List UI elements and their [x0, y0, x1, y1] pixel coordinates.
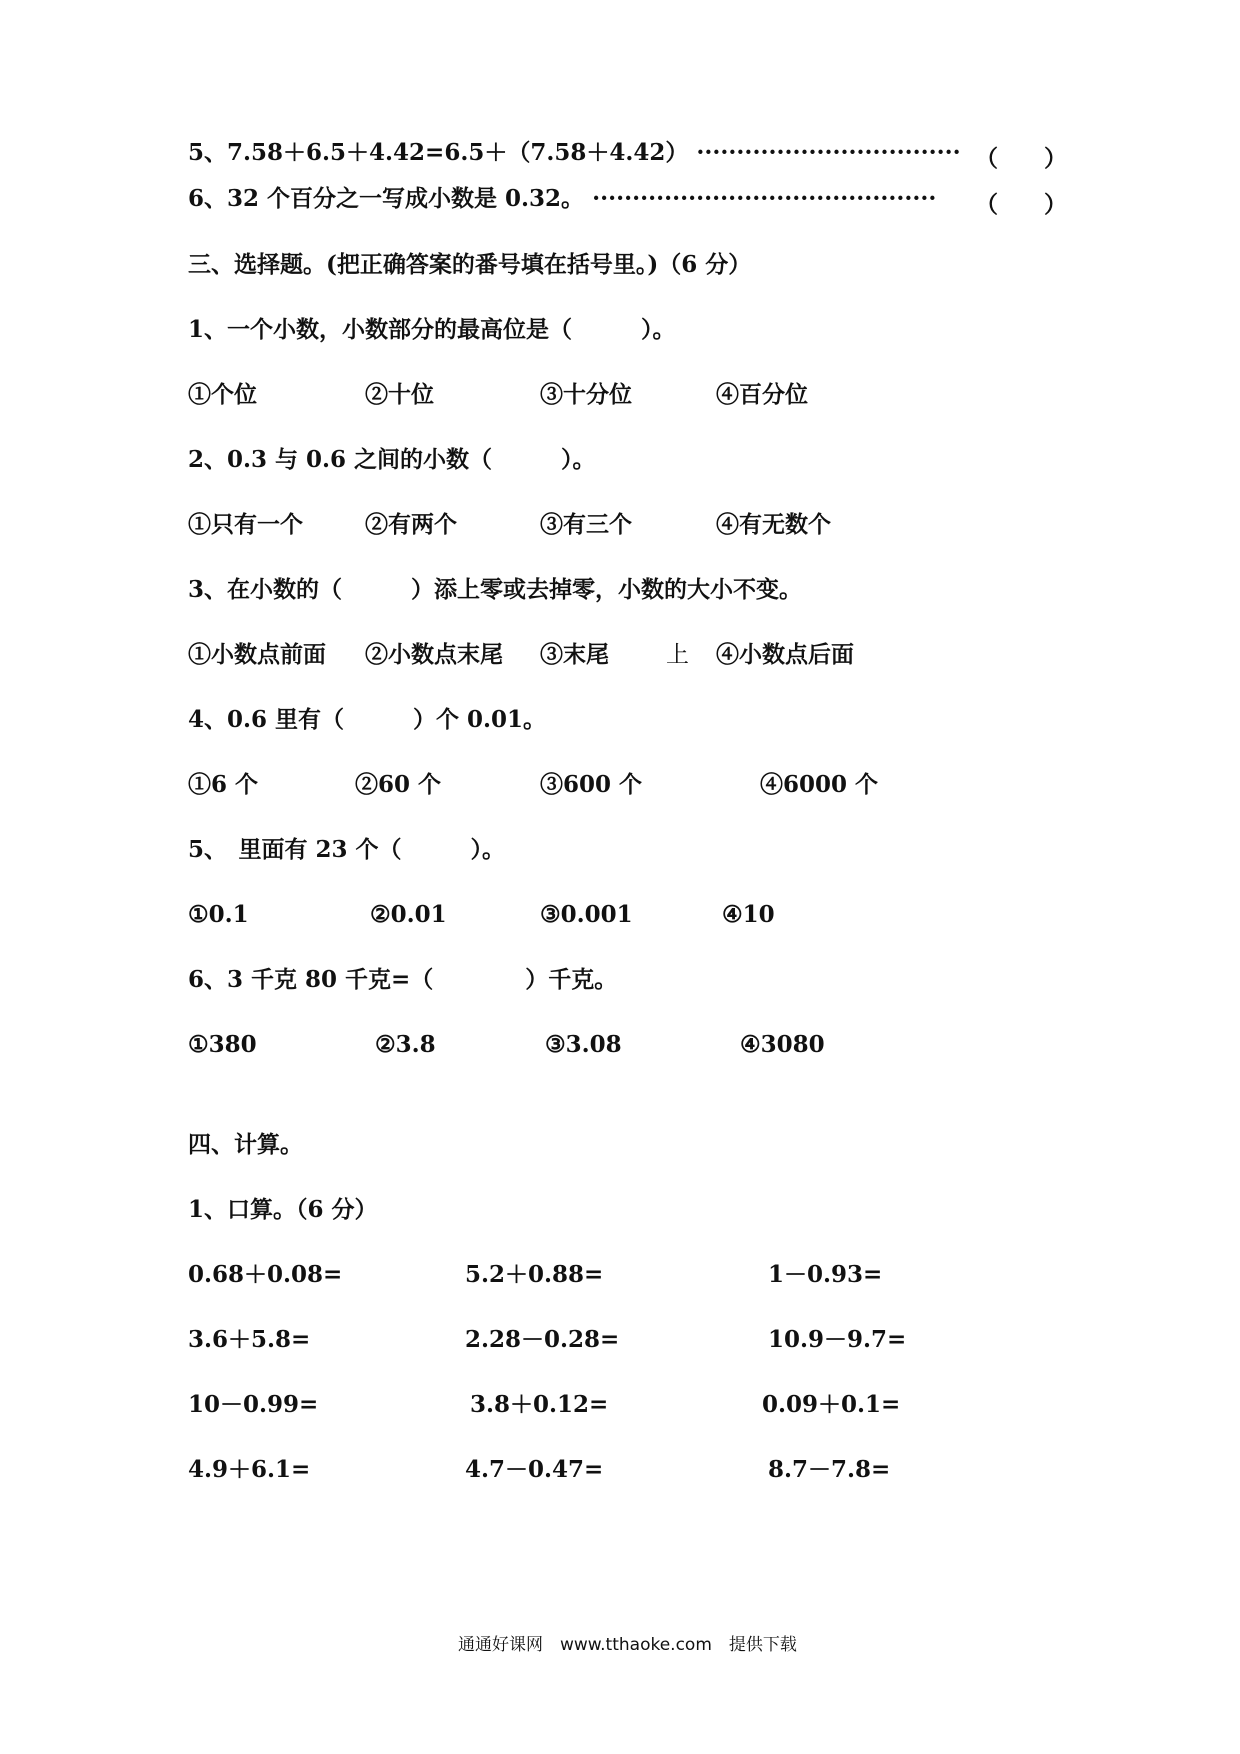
calc-oral-header: 1、口算。（6 分）: [188, 1196, 378, 1223]
choice-q1-option-4[interactable]: ④百分位: [716, 381, 808, 408]
choice-q5-option-4[interactable]: ④10: [722, 901, 775, 928]
judge-q6: [188, 184, 936, 214]
choice-q5-option-1[interactable]: ①0.1: [188, 901, 249, 928]
choice-q6-option-2[interactable]: ②3.8: [375, 1031, 436, 1058]
calc-problem: 5.2＋0.88=: [465, 1261, 604, 1288]
choice-q6-option-4[interactable]: ④3080: [740, 1031, 825, 1058]
judge-q6-dots: ···········································: [592, 185, 937, 212]
judge-q6-text: 6、32 个百分之一写成小数是 0.32。: [188, 185, 585, 212]
choice-q3-stray-mark: 上: [666, 642, 689, 668]
choice-q3-stem: 3、在小数的（ ）添上零或去掉零，小数的大小不变。: [188, 576, 803, 603]
choice-q4-option-3[interactable]: ③600 个: [540, 771, 643, 798]
choice-q1-option-2[interactable]: ②十位: [365, 381, 434, 408]
judge-q5-dots: ·································: [696, 139, 961, 166]
choice-q1-option-3[interactable]: ③十分位: [540, 381, 632, 408]
choice-q3-option-1[interactable]: ①小数点前面: [188, 641, 326, 668]
choice-q1-stem: 1、一个小数，小数部分的最高位是（ ）。: [188, 316, 676, 343]
choice-q5-option-2[interactable]: ②0.01: [370, 901, 447, 928]
choice-q2-option-1[interactable]: ①只有一个: [188, 511, 303, 538]
calc-problem: 10.9－9.7=: [768, 1326, 907, 1353]
choice-q6-option-3[interactable]: ③3.08: [545, 1031, 622, 1058]
calc-problem: 4.7－0.47=: [465, 1456, 604, 1483]
choice-q2-option-4[interactable]: ④有无数个: [716, 511, 831, 538]
choice-q3-option-3[interactable]: ③末尾: [540, 641, 609, 668]
choice-q2-option-2[interactable]: ②有两个: [365, 511, 457, 538]
calc-problem: 0.09＋0.1=: [762, 1391, 901, 1418]
judge-q5-text: 5、7.58＋6.5＋4.42=6.5＋（7.58＋4.42）: [188, 139, 689, 166]
choice-q4-option-1[interactable]: ①6 个: [188, 771, 259, 798]
footer-source: 通通好课网 www.tthaoke.com 提供下载: [458, 1635, 797, 1655]
choice-q5-option-3[interactable]: ③0.001: [540, 901, 633, 928]
calc-problem: 4.9＋6.1=: [188, 1456, 311, 1483]
choice-q3-option-4[interactable]: ④小数点后面: [716, 641, 854, 668]
choice-q2-stem: 2、0.3 与 0.6 之间的小数（ ）。: [188, 446, 596, 473]
choice-q1-option-1[interactable]: ①个位: [188, 381, 257, 408]
choice-q5-stem: 5、 里面有 23 个（ ）。: [188, 836, 506, 863]
choice-q2-option-3[interactable]: ③有三个: [540, 511, 632, 538]
choice-q4-option-2[interactable]: ②60 个: [355, 771, 442, 798]
calc-problem: 8.7－7.8=: [768, 1456, 891, 1483]
choice-q4-option-4[interactable]: ④6000 个: [760, 771, 879, 798]
choice-q4-stem: 4、0.6 里有（ ）个 0.01。: [188, 706, 547, 733]
section-choice-header: 三、选择题。(把正确答案的番号填在括号里。)（6 分）: [188, 251, 752, 278]
section-calc-header: 四、计算。: [188, 1131, 303, 1158]
choice-q6-option-1[interactable]: ①380: [188, 1031, 257, 1058]
calc-problem: 0.68＋0.08=: [188, 1261, 343, 1288]
calc-problem: 1－0.93=: [768, 1261, 883, 1288]
calc-problem: 10－0.99=: [188, 1391, 319, 1418]
judge-q5-answer-paren[interactable]: （ ）: [975, 145, 1067, 172]
judge-q6-answer-paren[interactable]: （ ）: [975, 191, 1067, 218]
judge-q5: [188, 138, 961, 168]
choice-q3-option-2[interactable]: ②小数点末尾: [365, 641, 503, 668]
calc-problem: 2.28－0.28=: [465, 1326, 620, 1353]
calc-problem: 3.8＋0.12=: [470, 1391, 609, 1418]
choice-q6-stem: 6、3 千克 80 千克=（ ）千克。: [188, 966, 618, 993]
calc-problem: 3.6＋5.8=: [188, 1326, 311, 1353]
